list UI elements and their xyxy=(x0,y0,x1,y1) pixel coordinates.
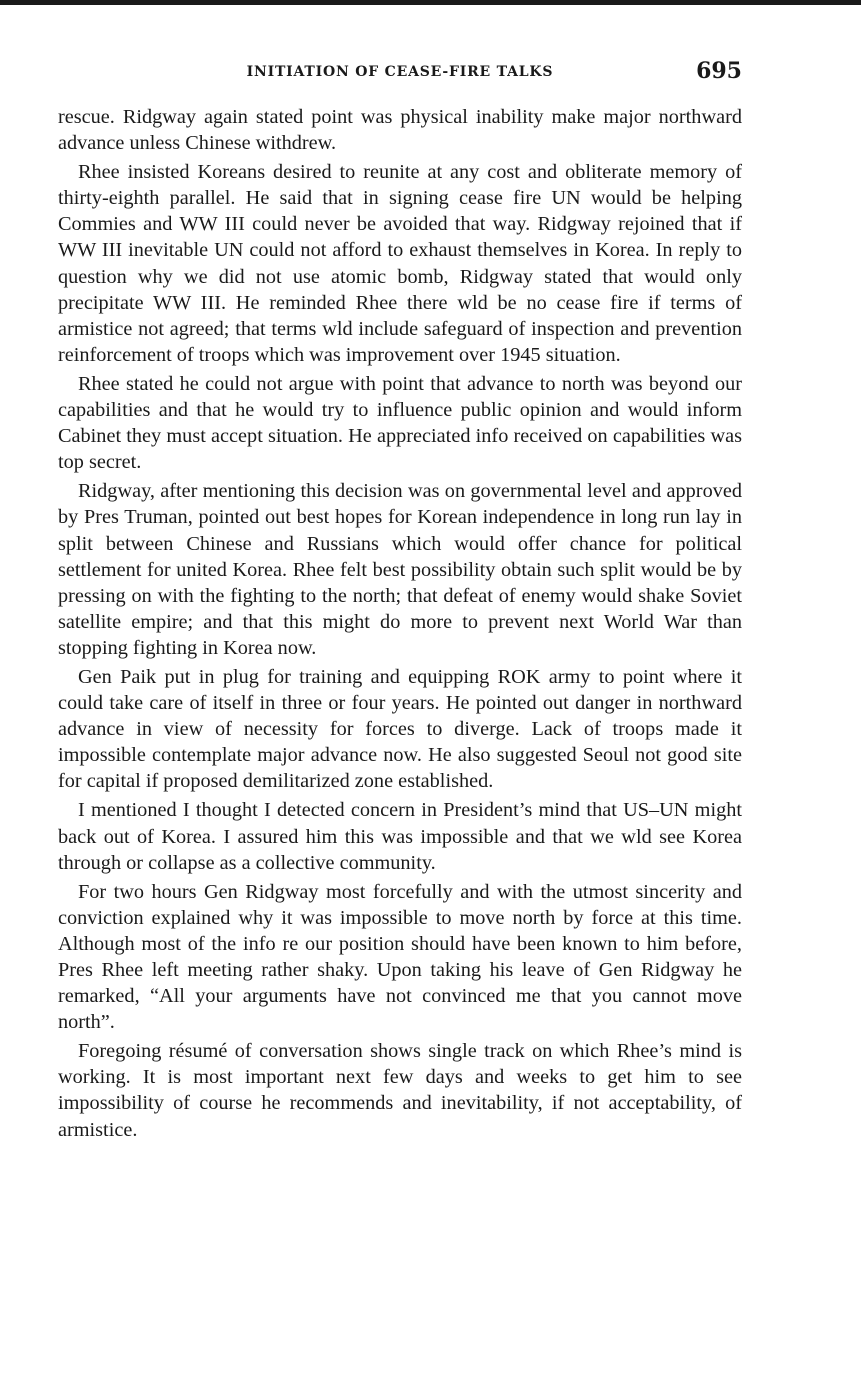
paragraph-two-hours: For two hours Gen Ridgway most forcefully and with the utmost sincerity and conviction explained why it was impossible to move north by force at this time. Although most of the info re our position should have been known to him before, Pres Rhee left meeting rather shaky. Upon taking his leave of Gen Ridgway he remarked, “All your arguments have not convinced me that you cannot move north”. xyxy=(58,880,742,1034)
paragraph-resume: Foregoing résumé of conversation shows single track on which Rhee’s mind is working. It is most important next few days and weeks to get him to see impossibility of course he recommends and inevitability, if not acceptability, of armistice. xyxy=(58,1040,742,1141)
paragraph-rhee-reunite: Rhee insisted Koreans desired to reunite at any cost and obliterate memory of thirty-eighth parallel. He said that in signing cease fire UN would be helping Commies and WW III could never be avoided that way. Ridgway rejoined that if WW III inevitable UN could not afford to exhaust themselves in Korea. In reply to question why we did not use atomic bomb, Ridgway stated that would only precipitate WW III. He reminded Rhee there wld be no cease fire if terms of armistice not agreed; that terms wld include safeguard of inspection and prevention reinforcement of troops which was improvement over 1945 situation. xyxy=(58,161,742,366)
top-border-rule xyxy=(0,0,861,5)
paragraph-continuation: rescue. Ridgway again stated point was physical inability make major northward advance unless Chinese withdrew. xyxy=(58,106,742,155)
body-text xyxy=(58,104,742,1146)
paragraph-rhee-cannot-argue: Rhee stated he could not argue with point that advance to north was beyond our capabilities and that he would try to influence public opinion and would inform Cabinet they must accept situation. He appreciated info received on capabilities was top secret. xyxy=(58,372,742,474)
running-head xyxy=(58,58,742,88)
paragraph-gen-paik: Gen Paik put in plug for training and equipping ROK army to point where it could take care of itself in three or four years. He pointed out danger in northward advance in view of necessity for forces to diverge. Lack of troops made it impossible contemplate major advance now. He also suggested Seoul not good site for capital if proposed demilitarized zone established. xyxy=(58,665,742,793)
page-number: 695 xyxy=(696,58,742,84)
paragraph-ridgway-split: Ridgway, after mentioning this decision was on governmental level and approved by Pres Truman, pointed out best hopes for Korean independence in long run lay in split between Chinese and Russians which would offer chance for political settlement for united Korea. Rhee felt best possibility obtain such split would be by pressing on with the fighting to the north; that defeat of enemy would shake Soviet satellite empire; and that this might do more to prevent next World War than stopping fighting in Korea now. xyxy=(58,480,742,659)
paragraph-us-un-concern: I mentioned I thought I detected concern in President’s mind that US–UN might back out of Korea. I assured him this was impossible and that we wld see Korea through or collapse as a collective community. xyxy=(58,799,742,874)
running-title: INITIATION OF CEASE-FIRE TALKS xyxy=(246,64,554,80)
